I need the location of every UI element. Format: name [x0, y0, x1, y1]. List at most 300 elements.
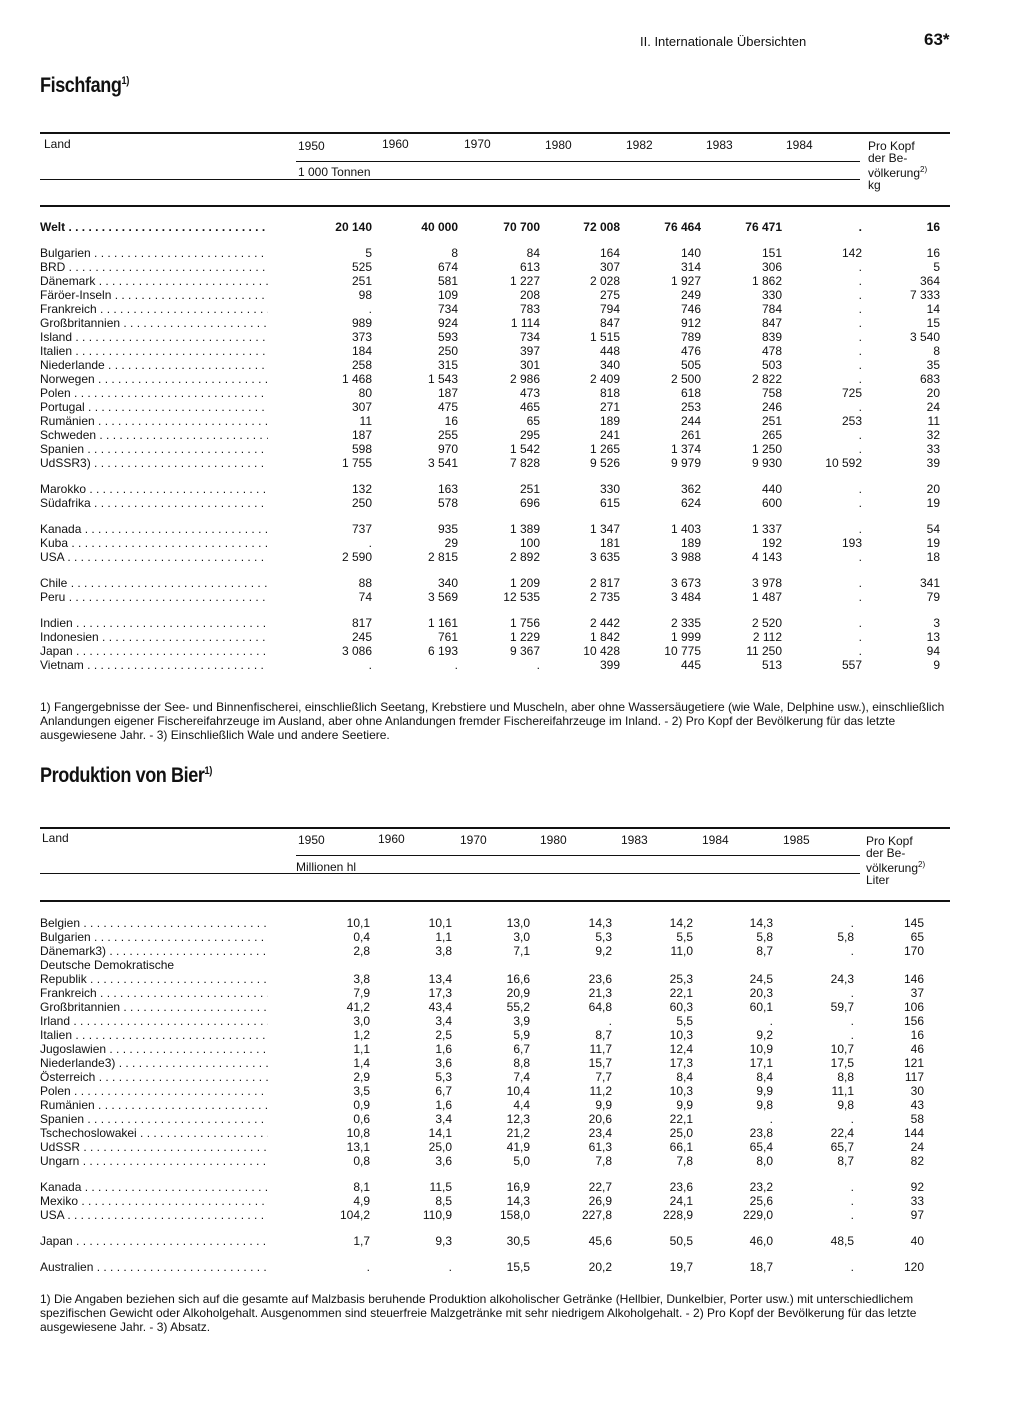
row-value: .: [608, 1014, 612, 1028]
row-value: .: [858, 220, 862, 234]
row-value: 187: [351, 428, 372, 442]
row-value: 8,5: [435, 1194, 452, 1208]
row-value: 341: [919, 576, 940, 590]
row-value: 76 471: [745, 220, 782, 234]
row-value: 17,1: [749, 1056, 773, 1070]
row-value: .: [536, 658, 540, 672]
running-header: II. Internationale Übersichten: [640, 34, 807, 49]
row-value: 674: [437, 260, 458, 274]
row-value: 21,3: [588, 986, 612, 1000]
row-value: 61,3: [588, 1140, 612, 1154]
table-row: [40, 972, 950, 986]
row-value: 12 535: [503, 590, 540, 604]
row-value: 10 592: [825, 456, 862, 470]
row-value: 18,7: [749, 1260, 773, 1274]
row-value: .: [850, 1014, 854, 1028]
row-value: 11,1: [831, 1084, 854, 1098]
row-value: 181: [599, 536, 620, 550]
bier-prokopf-header: [866, 835, 925, 886]
row-value: 737: [351, 522, 372, 536]
row-value: 10,4: [506, 1084, 530, 1098]
row-value: 5,5: [676, 1014, 693, 1028]
row-value: 10,1: [346, 916, 370, 930]
row-value: 261: [680, 428, 701, 442]
bier-prokopf-line1: Pro Kopf: [866, 834, 913, 848]
row-country-label: Australien . . .: [40, 1260, 268, 1274]
row-value: 5: [933, 260, 940, 274]
row-value: 475: [437, 400, 458, 414]
row-value: 8,1: [353, 1180, 370, 1194]
table-row: [40, 1140, 950, 1154]
row-value: .: [850, 1112, 854, 1126]
row-value: 120: [903, 1260, 924, 1274]
table-row: [40, 1028, 950, 1042]
row-value: 465: [519, 400, 540, 414]
row-value: 9,8: [756, 1098, 773, 1112]
row-value: 1 114: [510, 316, 540, 330]
row-value: 9 367: [509, 644, 540, 658]
row-value: 17,3: [669, 1056, 693, 1070]
row-value: 3,4: [435, 1014, 452, 1028]
bier-table: [40, 916, 950, 1274]
row-value: 6,7: [513, 1042, 530, 1056]
row-value: 70 700: [503, 220, 540, 234]
row-value: 1,1: [353, 1042, 370, 1056]
row-country-label: Island . . .: [40, 330, 268, 344]
row-value: 2,9: [353, 1070, 370, 1084]
row-value: 473: [519, 386, 540, 400]
row-value: 92: [910, 1180, 924, 1194]
row-value: .: [858, 590, 862, 604]
row-value: 24: [910, 1140, 924, 1154]
row-value: 13,0: [506, 916, 530, 930]
row-value: 970: [437, 442, 458, 456]
row-value: 253: [841, 414, 862, 428]
row-value: 362: [680, 482, 701, 496]
table-row: [40, 1180, 950, 1194]
row-value: 696: [519, 496, 540, 510]
row-value: 249: [680, 288, 701, 302]
row-value: 170: [903, 944, 924, 958]
bier-year-1950: 1950: [298, 833, 325, 847]
fischfang-year-1982: 1982: [626, 138, 653, 152]
table-row: [40, 274, 950, 288]
row-value: 192: [761, 536, 782, 550]
row-value: 109: [437, 288, 458, 302]
row-value: 23,2: [749, 1180, 773, 1194]
row-value: 251: [519, 482, 540, 496]
row-value: 817: [351, 616, 372, 630]
row-value: .: [368, 302, 372, 316]
row-value: 18: [926, 550, 940, 564]
row-value: 315: [437, 358, 458, 372]
row-value: 24,5: [749, 972, 773, 986]
row-value: 189: [599, 414, 620, 428]
row-value: 3 978: [751, 576, 782, 590]
row-value: 2 986: [509, 372, 540, 386]
row-value: 65: [910, 930, 924, 944]
row-value: 758: [761, 386, 782, 400]
row-value: 35: [926, 358, 940, 372]
table-row: [40, 944, 950, 958]
row-value: 525: [351, 260, 372, 274]
row-value: 593: [437, 330, 458, 344]
row-country-label: Japan . . .: [40, 1234, 268, 1248]
row-value: .: [858, 442, 862, 456]
fischfang-footnote: 1) Fangergebnisse der See- und Binnenfischerei, einschließlich Seetang, Krebstiere und Muscheln, aber ohne Wassersäugetiere (wie Wale, Delphine usw.), einschließlich Anlandungen eigener Fischereifahrzeuge im Ausland, aber ohne Anlandungen fremder Fischereifahrzeuge im Inland. - 2) Pro Kopf der Bevölkerung für das letzte ausgewiesene Jahr. - 3) Einschließlich Wale und andere Seetiere.: [40, 700, 945, 742]
row-value: 8,4: [676, 1070, 693, 1084]
row-value: 121: [903, 1056, 924, 1070]
row-value: 253: [680, 400, 701, 414]
row-value: 23,6: [669, 1180, 693, 1194]
row-value: 5,9: [513, 1028, 530, 1042]
row-country-label: Niederlande3) . . .: [40, 1056, 268, 1070]
row-value: 250: [351, 496, 372, 510]
row-value: .: [368, 658, 372, 672]
row-value: 106: [903, 1000, 924, 1014]
row-value: 314: [680, 260, 701, 274]
row-country-label: Färöer-Inseln . . .: [40, 288, 268, 302]
row-value: 19: [926, 536, 940, 550]
row-value: 0,6: [353, 1112, 370, 1126]
row-value: 783: [519, 302, 540, 316]
page-number: 63*: [924, 30, 950, 49]
row-value: 1 229: [509, 630, 540, 644]
table-row: [40, 1208, 950, 1222]
row-value: 15,5: [506, 1260, 530, 1274]
row-country-label: Bulgarien . . .: [40, 930, 268, 944]
row-value: 241: [599, 428, 620, 442]
row-value: 624: [680, 496, 701, 510]
row-value: 45,6: [588, 1234, 612, 1248]
row-value: 598: [351, 442, 372, 456]
row-value: 54: [926, 522, 940, 536]
row-country-label: Indonesien . . .: [40, 630, 268, 644]
table-row: [40, 616, 950, 630]
row-country-label: Schweden . . .: [40, 428, 268, 442]
table-row: [40, 550, 950, 564]
bier-year-1983: 1983: [621, 833, 648, 847]
row-country-label: USA . . .: [40, 550, 268, 564]
row-value: 14,3: [749, 916, 773, 930]
row-value: .: [858, 482, 862, 496]
row-country-label: Österreich . . .: [40, 1070, 268, 1084]
row-value: 65: [526, 414, 540, 428]
row-value: 12,4: [669, 1042, 693, 1056]
row-value: 24,1: [669, 1194, 693, 1208]
row-value: .: [858, 288, 862, 302]
row-value: .: [769, 1112, 773, 1126]
row-value: 1 543: [427, 372, 458, 386]
bier-prokopf-ref: 2): [918, 860, 926, 869]
row-value: .: [850, 1260, 854, 1274]
row-value: 10,7: [830, 1042, 854, 1056]
row-value: 4,9: [353, 1194, 370, 1208]
row-value: 1,1: [435, 930, 452, 944]
row-country-label: Frankreich . . .: [40, 986, 268, 1000]
row-value: 4,4: [513, 1098, 530, 1112]
row-value: .: [858, 330, 862, 344]
row-value: 23,8: [749, 1126, 773, 1140]
row-value: 1 347: [589, 522, 620, 536]
row-value: 8: [933, 344, 940, 358]
row-value: 3,0: [353, 1014, 370, 1028]
row-value: 1 927: [670, 274, 701, 288]
row-value: 80: [358, 386, 372, 400]
row-value: 5,0: [513, 1154, 530, 1168]
row-value: .: [858, 358, 862, 372]
row-value: 761: [437, 630, 458, 644]
row-value: .: [858, 274, 862, 288]
row-value: 0,4: [353, 930, 370, 944]
table-row: [40, 916, 950, 930]
row-value: 9,8: [837, 1098, 854, 1112]
table-row: [40, 522, 950, 536]
table-row: [40, 1194, 950, 1208]
row-value: 9,9: [595, 1098, 612, 1112]
row-value: 8,8: [837, 1070, 854, 1084]
row-value: 683: [919, 372, 940, 386]
row-country-label: Kuba . . .: [40, 536, 268, 550]
row-value: 3,5: [353, 1084, 370, 1098]
row-value: 21,2: [506, 1126, 530, 1140]
row-value: 2 520: [751, 616, 782, 630]
row-country-label: Vietnam . . .: [40, 658, 268, 672]
row-value: 301: [519, 358, 540, 372]
row-value: 84: [526, 246, 540, 260]
row-value: .: [858, 260, 862, 274]
table-row: [40, 1014, 950, 1028]
row-country-label: Spanien . . .: [40, 1112, 268, 1126]
table-row: [40, 260, 950, 274]
row-value: 5,5: [676, 930, 693, 944]
bier-unit: Millionen hl: [296, 860, 357, 874]
row-value: 29: [444, 536, 458, 550]
table-row: [40, 576, 950, 590]
row-value: 478: [761, 344, 782, 358]
row-value: 22,1: [669, 1112, 693, 1126]
row-country-label: Republik . . .: [40, 972, 268, 986]
row-value: 58: [910, 1112, 924, 1126]
fischfang-prokopf-header: [868, 140, 927, 191]
row-value: 2 409: [589, 372, 620, 386]
fischfang-year-1980: 1980: [545, 138, 572, 152]
row-value: 146: [903, 972, 924, 986]
row-value: 5,3: [595, 930, 612, 944]
row-value: 2,5: [435, 1028, 452, 1042]
row-country-label: Deutsche Demokratische: [40, 958, 175, 972]
row-value: 13: [926, 630, 940, 644]
row-value: 1,6: [435, 1042, 452, 1056]
row-country-label: Italien . . .: [40, 1028, 268, 1042]
fischfang-title-footnote-ref: 1): [121, 75, 129, 87]
row-value: 0,9: [353, 1098, 370, 1112]
row-value: 1 337: [751, 522, 782, 536]
row-value: 30: [910, 1084, 924, 1098]
row-value: 8,0: [756, 1154, 773, 1168]
row-value: 746: [680, 302, 701, 316]
row-value: 22,7: [588, 1180, 612, 1194]
row-value: 1 999: [670, 630, 701, 644]
row-value: .: [858, 316, 862, 330]
row-value: 189: [680, 536, 701, 550]
row-value: 9,3: [435, 1234, 452, 1248]
table-row: [40, 456, 950, 470]
row-country-label: Bulgarien . . .: [40, 246, 268, 260]
row-value: 187: [437, 386, 458, 400]
row-value: 251: [761, 414, 782, 428]
row-value: 30,5: [506, 1234, 530, 1248]
row-value: 839: [761, 330, 782, 344]
row-value: 3 540: [909, 330, 940, 344]
row-country-label: Rumänien . . .: [40, 1098, 268, 1112]
row-value: 2 590: [341, 550, 372, 564]
row-value: 16: [926, 220, 940, 234]
bier-header-bottom-rule: [40, 900, 950, 902]
table-row: [40, 428, 950, 442]
row-value: 33: [926, 442, 940, 456]
table-row: [40, 958, 950, 972]
row-value: 340: [437, 576, 458, 590]
row-value: 23,6: [588, 972, 612, 986]
row-value: 25,0: [428, 1140, 452, 1154]
row-value: 340: [599, 358, 620, 372]
fischfang-prokopf-ref: 2): [920, 165, 928, 174]
row-value: 11,2: [589, 1084, 612, 1098]
row-value: 9 526: [589, 456, 620, 470]
row-value: 1 842: [589, 630, 620, 644]
row-country-label: Polen . . .: [40, 1084, 268, 1098]
row-value: 15: [926, 316, 940, 330]
table-row: [40, 1042, 950, 1056]
row-value: 65,7: [830, 1140, 854, 1154]
row-value: .: [454, 658, 458, 672]
row-value: 11,5: [429, 1180, 452, 1194]
fischfang-header-bottom-rule: [40, 205, 950, 207]
row-value: 97: [910, 1208, 924, 1222]
fischfang-top-rule: [40, 132, 950, 134]
row-country-label: Frankreich . . .: [40, 302, 268, 316]
row-value: 10,1: [428, 916, 452, 930]
bier-prokopf-line2: der Be-: [866, 846, 906, 860]
table-row: [40, 658, 950, 672]
row-value: .: [850, 986, 854, 1000]
row-value: 1 389: [509, 522, 540, 536]
row-value: 14,3: [588, 916, 612, 930]
row-value: 2 500: [670, 372, 701, 386]
row-value: 9,2: [756, 1028, 773, 1042]
row-value: 88: [358, 576, 372, 590]
row-value: 46,0: [749, 1234, 773, 1248]
row-value: 3,6: [435, 1154, 452, 1168]
row-value: 65,4: [749, 1140, 773, 1154]
row-value: 5,3: [435, 1070, 452, 1084]
row-value: 3 569: [427, 590, 458, 604]
fischfang-table: [40, 220, 950, 672]
row-value: 17,3: [428, 986, 452, 1000]
bier-header-rule: [40, 873, 860, 874]
row-value: 3 673: [670, 576, 701, 590]
table-row: [40, 330, 950, 344]
row-value: 20 140: [335, 220, 372, 234]
row-value: 5: [365, 246, 372, 260]
row-value: 0,8: [353, 1154, 370, 1168]
row-value: 7 828: [509, 456, 540, 470]
fischfang-year-1984: 1984: [786, 138, 813, 152]
row-country-label: Marokko . . .: [40, 482, 268, 496]
row-value: 4 143: [751, 550, 782, 564]
row-country-label: BRD . . .: [40, 260, 268, 274]
row-value: 2 822: [751, 372, 782, 386]
row-value: .: [858, 576, 862, 590]
row-value: 20,6: [588, 1112, 612, 1126]
row-value: 193: [841, 536, 862, 550]
row-value: .: [858, 616, 862, 630]
fischfang-prokopf-line2: der Be-: [868, 151, 908, 165]
row-value: 3,0: [513, 930, 530, 944]
row-country-label: Norwegen . . .: [40, 372, 268, 386]
row-value: 156: [903, 1014, 924, 1028]
bier-title: [40, 764, 212, 788]
row-value: 184: [351, 344, 372, 358]
row-value: 3: [933, 616, 940, 630]
row-value: 1 265: [589, 442, 620, 456]
bier-title-footnote-ref: 1): [204, 765, 212, 777]
row-value: 3,4: [435, 1112, 452, 1126]
row-value: .: [858, 372, 862, 386]
bier-col-land: Land: [42, 831, 69, 845]
row-value: .: [850, 1208, 854, 1222]
table-row: [40, 1098, 950, 1112]
row-value: 8,7: [837, 1154, 854, 1168]
row-value: 244: [680, 414, 701, 428]
table-row: [40, 1234, 950, 1248]
row-value: 265: [761, 428, 782, 442]
table-row: [40, 386, 950, 400]
row-value: 13,1: [346, 1140, 370, 1154]
row-value: 8,7: [595, 1028, 612, 1042]
row-value: 912: [680, 316, 701, 330]
row-value: 11,0: [670, 944, 693, 958]
row-value: 40: [910, 1234, 924, 1248]
row-value: 117: [904, 1070, 924, 1084]
row-value: .: [858, 522, 862, 536]
row-value: 9,9: [756, 1084, 773, 1098]
row-country-label: Welt . . .: [40, 220, 268, 234]
row-value: 789: [680, 330, 701, 344]
row-value: 104,2: [339, 1208, 370, 1222]
row-value: 19: [926, 496, 940, 510]
row-value: 503: [761, 358, 782, 372]
row-value: 14,3: [506, 1194, 530, 1208]
row-value: 229,0: [742, 1208, 773, 1222]
row-value: 3 086: [341, 644, 372, 658]
row-value: 41,9: [506, 1140, 530, 1154]
row-value: 25,0: [669, 1126, 693, 1140]
row-value: 76 464: [664, 220, 701, 234]
row-value: 445: [680, 658, 701, 672]
row-country-label: Großbritannien . . .: [40, 316, 268, 330]
row-value: 6,7: [435, 1084, 452, 1098]
row-value: 2 028: [589, 274, 620, 288]
row-value: 1 756: [509, 616, 540, 630]
row-value: 725: [841, 386, 862, 400]
table-row: [40, 372, 950, 386]
row-value: 7,4: [513, 1070, 530, 1084]
row-value: 2 112: [752, 630, 782, 644]
bier-title-text: Produktion von Bier: [40, 764, 205, 787]
row-value: 41,2: [346, 1000, 370, 1014]
